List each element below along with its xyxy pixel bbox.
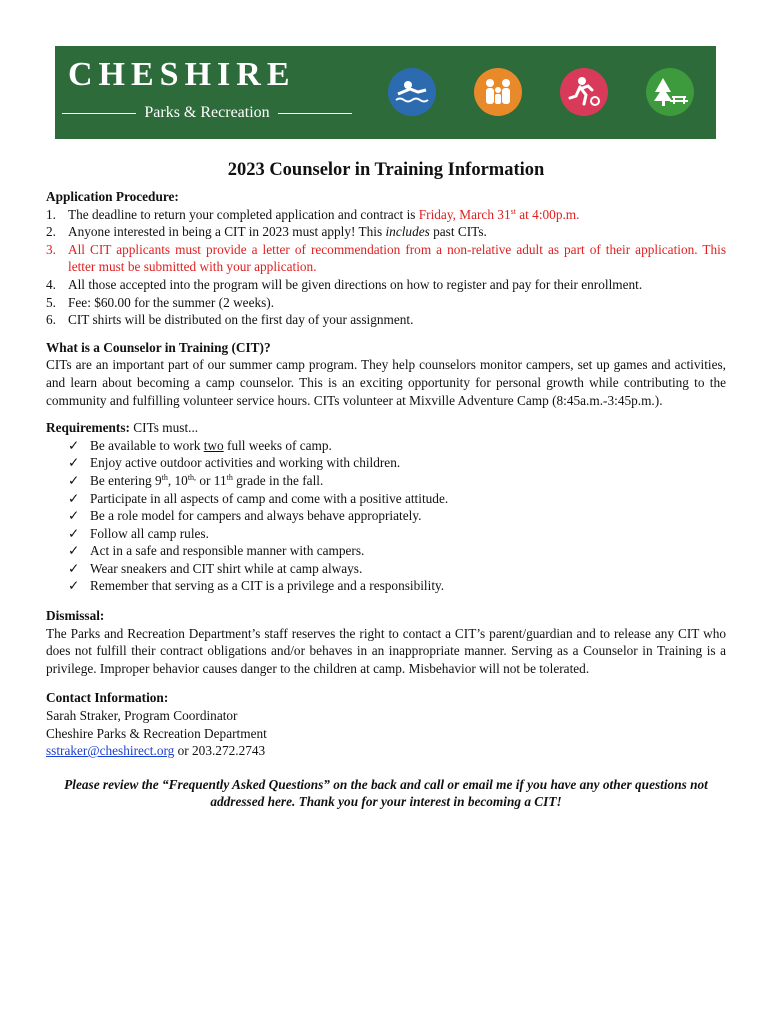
- contact-name: Sarah Straker, Program Coordinator: [46, 708, 238, 724]
- checkmark-icon: ✓: [68, 437, 80, 453]
- checkmark-icon: ✓: [68, 578, 80, 594]
- list-item: ✓ Be available to work two full weeks of camp.: [68, 437, 332, 453]
- contact-phone: or 203.272.2743: [174, 743, 266, 759]
- list-item: ✓ Act in a safe and responsible manner with campers.: [68, 543, 365, 559]
- family-icon: [474, 68, 522, 116]
- banner-rule-left: [62, 113, 136, 114]
- banner-subtitle-row: [62, 103, 352, 123]
- list-item: ✓ Be entering 9th, $10^{th,}$ or 11th grade in the fall.: [68, 472, 324, 488]
- checkmark-icon: ✓: [68, 455, 80, 471]
- checkmark-icon: ✓: [68, 525, 80, 541]
- requirements-section: [46, 419, 726, 595]
- list-item: ✓ Enjoy active outdoor activities and working with children.: [68, 455, 401, 471]
- email-link[interactable]: sstraker@cheshirect.org: [46, 743, 175, 759]
- closing-note: Please review the “Frequently Asked Questions” on the back and call or email me if you have any other questions not addressed here. Thank you for your interest in becoming a CIT!: [64, 776, 708, 810]
- contact-email-phone: [46, 742, 726, 760]
- what-body: CITs are an important part of our summer camp program. They help counselors monitor campers, set up games and activities, and learn about becoming a camp counselor. This is an exciting opportunity for personal growth while contributing to the community and fulfilling volunteer service hours. CITs volunteer at Mixville Adventure Camp (8:45a.m.-3:45p.m.).: [46, 357, 726, 408]
- procedure-heading: Application Procedure:: [46, 189, 179, 204]
- requirements-heading-row: Requirements: CITs must...: [46, 420, 199, 436]
- checkmark-icon: ✓: [68, 543, 80, 559]
- list-item: ✓ Remember that serving as a CIT is a privilege and a responsibility.: [68, 578, 445, 594]
- what-heading: What is a Counselor in Training (CIT)?: [46, 339, 271, 355]
- deadline-text: Friday, March 31st at 4:00p.m.: [418, 206, 580, 222]
- runner-icon: [560, 68, 608, 116]
- document-title: 2023 Counselor in Training Information: [227, 160, 545, 180]
- list-item: 6. CIT shirts will be distributed on the first day of your assignment.: [46, 312, 414, 328]
- requirements-list: [46, 437, 726, 595]
- list-item: ✓ Follow all camp rules.: [68, 525, 209, 541]
- what-is-cit-section: [46, 339, 726, 409]
- banner-subtitle: Parks & Recreation: [144, 104, 270, 121]
- application-procedure-section: [46, 188, 726, 329]
- dismissal-section: [46, 607, 726, 677]
- list-item: ✓ Wear sneakers and CIT shirt while at camp always.: [68, 560, 363, 576]
- list-item: 4. All those accepted into the program will be given directions on how to register and pay for their enrollment.: [46, 276, 643, 292]
- list-item: ✓ Be a role model for campers and always behave appropriately.: [68, 508, 422, 524]
- list-item: 3. All CIT applicants must provide a letter of recommendation from a non-relative adult as part of their application. This letter must be submitted with your application.: [46, 241, 726, 275]
- banner-title: CHESHIRE: [68, 56, 296, 93]
- checkmark-icon: ✓: [68, 560, 80, 576]
- list-item: 2. Anyone interested in being a CIT in 2023 must apply! This includes past CITs.: [46, 224, 487, 240]
- tree-bench-icon: [646, 68, 694, 116]
- checkmark-icon: ✓: [68, 508, 80, 524]
- document-body: [46, 158, 726, 811]
- checkmark-icon: ✓: [68, 472, 80, 488]
- list-item: 1. The deadline to return your completed application and contract is Friday, March 31st at 4:00p.m.: [46, 206, 580, 222]
- contact-section: [46, 689, 726, 759]
- list-item: ✓ Participate in all aspects of camp and come with a positive attitude.: [68, 490, 449, 506]
- swimmer-icon: [388, 68, 436, 116]
- banner-rule-right: [278, 113, 352, 114]
- list-item: 5. Fee: $60.00 for the summer (2 weeks).: [46, 294, 275, 310]
- contact-heading: Contact Information:: [46, 690, 169, 706]
- procedure-list: [46, 206, 726, 329]
- contact-department: Cheshire Parks & Recreation Department: [46, 725, 267, 741]
- dismissal-heading: Dismissal:: [46, 608, 105, 624]
- checkmark-icon: ✓: [68, 490, 80, 506]
- dismissal-body: The Parks and Recreation Department’s staff reserves the right to contact a CIT’s parent/guardian and to release any CIT who does not fulfill their contract obligations and/or behaves in an inappropriate manner. Serving as a Counselor in Training is a privilege. Improper behavior causes danger to the children at camp. Misbehavior will not be tolerated.: [46, 625, 726, 676]
